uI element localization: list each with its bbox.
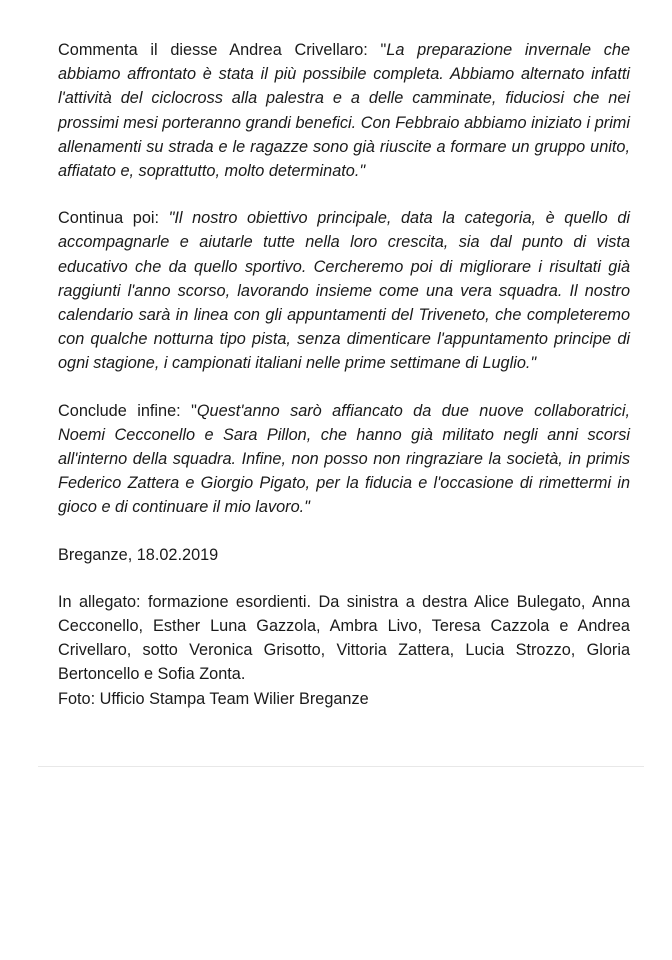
paragraph-concludes <box>58 399 630 520</box>
paragraph-quote: Quest'anno sarò affiancato da due nuove collaboratrici, Noemi Cecconello e Sara Pillon, che hanno già militato negli anni scorsi all'interno della squadra. Infine, non posso non ringraziare la società, in primis Federico Zattera e Giorgio Pigato, per la fiducia e l'occasione di rimettermi in gioco e di continuare il mio lavoro." <box>58 401 631 517</box>
paragraph-continues <box>58 206 630 375</box>
article-body <box>58 38 630 711</box>
paragraph-quote: La preparazione invernale che abbiamo affrontato è stata il più possibile completa. Abbiamo alternato infatti l'attività del ciclocross alla palestra e a delle camminate, fiduciosi che nei prossimi mesi porteranno grandi benefici. Con Febbraio abbiamo iniziato i primi allenamenti su strada e le ragazze sono già riuscite a formare un gruppo unito, affiatato e, soprattutto, molto determinato." <box>58 41 630 181</box>
paragraph-lead: Conclude infine: " <box>58 401 197 420</box>
paragraph-lead: Continua poi: <box>58 209 169 228</box>
attachment-caption: In allegato: formazione esordienti. Da sinistra a destra Alice Bulegato, Anna Cecconello, Esther Luna Gazzola, Ambra Livo, Teresa Cazzola e Andrea Crivellaro, sotto Veronica Grisotto, Vittoria Zattera, Lucia Strozzo, Gloria Bertoncello e Sofia Zonta. <box>58 592 630 684</box>
footer-divider <box>38 766 644 767</box>
photo-credit: Foto: Ufficio Stampa Team Wilier Breganze <box>58 689 369 708</box>
paragraph-lead: Commenta il diesse Andrea Crivellaro: " <box>58 41 387 59</box>
paragraph-crivellaro-comment <box>58 38 630 183</box>
paragraph-quote: "Il nostro obiettivo principale, data la categoria, è quello di accompagnarle e aiutarle tutte nella loro crescita, sia dal punto di vista educativo che da quello sportivo. Cercheremo poi di migliorare i risultati già raggiunti l'anno scorso, lavorando insieme come una vera squadra. Il nostro calendario sarà in linea con gli appuntamenti del Triveneto, che completeremo con qualche notturna tipo pista, senza dimenticare l'appuntamento principe di ogni stagione, i campionati italiani nelle prime settimane di Luglio." <box>58 209 630 373</box>
dateline: Breganze, 18.02.2019 <box>58 545 219 564</box>
